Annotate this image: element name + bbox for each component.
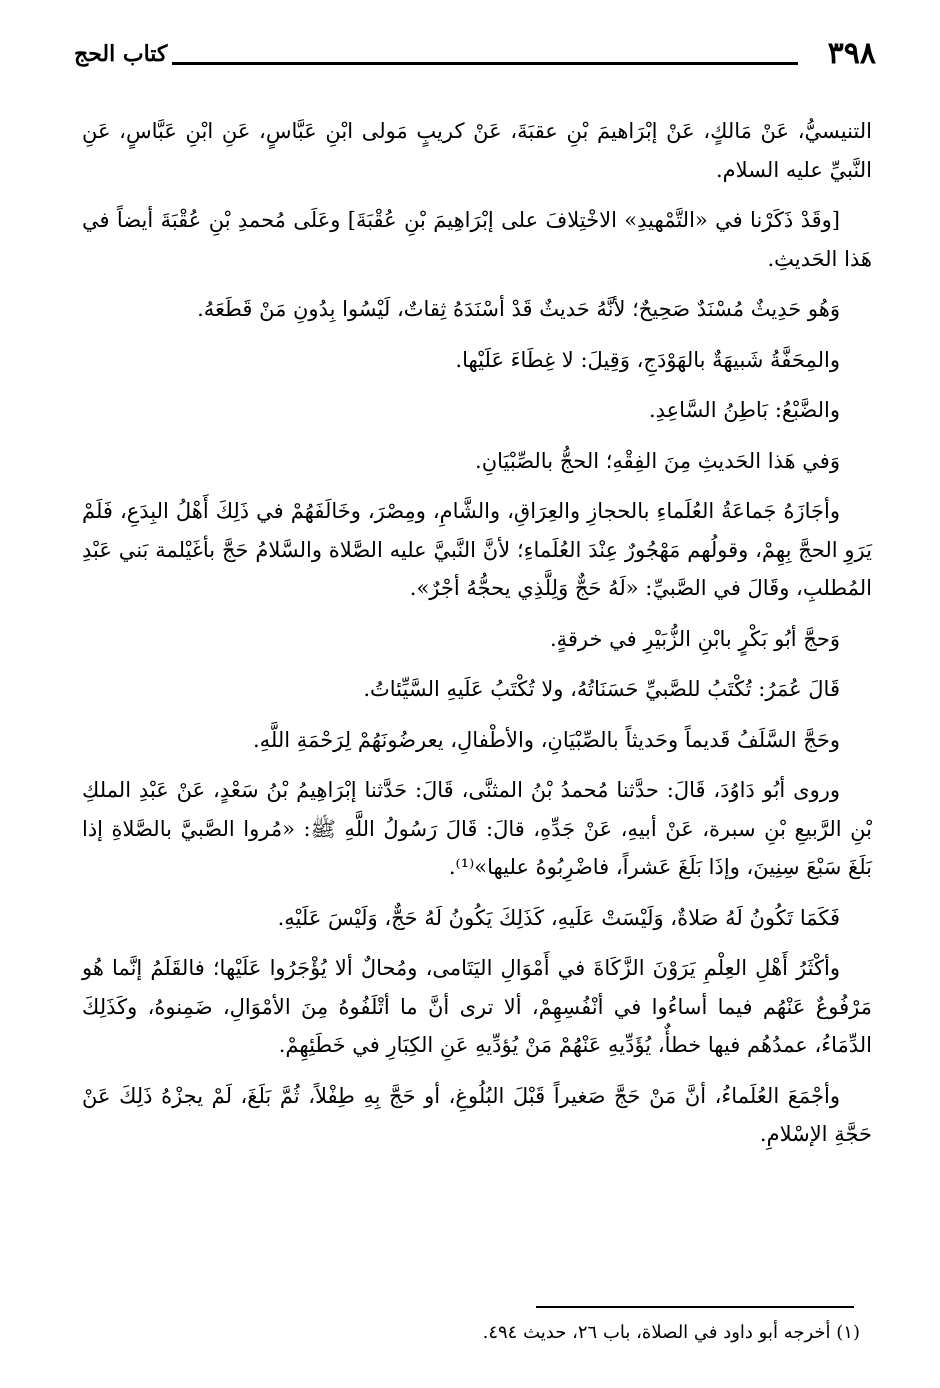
paragraph: والضَّبْعُ: بَاطِنُ السَّاعِدِ. [648,398,840,422]
footnote: (١) أخرجه أبو داود في الصلاة، باب ٢٦، حديث ٤٩٤. [482,1322,860,1343]
main-text [82,112,872,1166]
paragraph: قَالَ عُمَرُ: تُكْتَبُ للصَّبيِّ حَسَنَاتُهُ، ولا تُكْتَبُ عَلَيهِ السَّيِّئاتُ. [363,677,840,701]
page-number: ٣٩٨ [827,36,876,71]
paragraph: وَحجَّ أبُو بَكْرٍ بابْنِ الزُّبَيْرِ في خرقةٍ. [549,626,840,651]
paragraph: وأكْثَرُ أَهْلِ العِلْمِ يَرَوْنَ الزَّكَاةَ في أَمْوَالِ اليَتَامى، ومُحالٌ ألا يُؤْجَرُوا عَلَيْها؛ فالقَلَمُ إنَّما هُو مَرْفُوعٌ عَنْهُم فيما أساءُوا في أنْفُسِهِمْ، ألا ترى أنَّ ما أتْلَفُوهُ مِنَ الأمْوَالِ، ضَمِنوهُ، وكَذَلِكَ الدِّمَاءُ، عمدُهُم فيها خطأٌ، يُؤَدِّيهِ عَنْهُمْ مَنْ يُؤدِّيهِ عَنِ الكِبَارِ في خَطَئِهِمْ. [82,956,872,1057]
paragraph: وَفي هَذا الحَديثِ مِنَ الفِقْهِ؛ الحجُّ بالصِّبْيَانِ. [475,448,840,473]
paragraph: وَهُو حَدِيثٌ مُسْنَدٌ صَحِيحٌ؛ لأنَّهُ حَديثٌ قَدْ أسْنَدَهُ ثِقاتٌ، لَيْسُوا بِدُونِ مَنْ قَطَعَهُ. [197,297,840,321]
paragraph: [وقَدْ ذَكَرْنا في «التَّمْهيدِ» الاخْتِلافَ على إبْرَاهِيمَ بْنِ عُقْبَةَ] وعَلَى مُحمدِ بْنِ عُقْبَةَ أيضاً في هَذا الحَديثِ. [82,208,872,271]
page-header [74,34,876,74]
paragraph: وروى أبُو دَاوُدَ، قَالَ: حدَّثنا مُحمدُ بْنُ المثنَّى، قَالَ: حَدَّثنا إبْرَاهِيمُ بْنُ سَعْدٍ، عَنْ عَبْدِ الملكِ بْنِ الرَّبيعِ بْنِ سبرة، عَنْ أبيهِ، عَنْ جَدِّهِ، قالَ: قَالَ رَسُولُ اللَّهِ ﷺ: «مُروا الصَّبيَّ بالصَّلاةِ إذا بَلَغَ سَبْعَ سِنِينَ، وإذَا بَلَغَ عَشراً، فاضْرِبُوهُ عليها»⁽¹⁾. [82,778,872,879]
header-rule [172,62,798,65]
paragraph: والمِحَفَّةُ شَبيهَةٌ بالهَوْدَجِ، وَقِيلَ: لا غِطَاءَ عَلَيْها. [455,347,840,372]
paragraph: فَكَمَا تَكُونُ لَهُ صَلاةٌ، وَلَيْسَتْ عَلَيهِ، كَذَلِكَ يَكُونُ لَهُ حَجٌّ، وَلَيْسَ عَلَيْهِ. [277,905,840,930]
paragraph: وحَجَّ السَّلَفُ قَديماً وحَديثاً بالصِّبْيَانِ، والأطْفالِ، يعرضُونَهُمْ لِرَحْمَةِ اللَّهِ. [253,727,840,752]
paragraph: التنيسيُّ، عَنْ مَالكٍ، عَنْ إبْرَاهيمَ بْنِ عقبَةَ، عَنْ كريبٍ مَولى ابْنِ عَبَّاسٍ، عَنِ ابْنِ عَبَّاسٍ، عَنِ النَّبيِّ عليه السلام. [82,119,872,182]
paragraph: وأجَازَهُ جَماعَةُ العُلَماءِ بالحجازِ والعِرَاقِ، والشَّامِ، ومِصْرَ، وخَالَفَهُمْ في ذَلِكَ أَهْلُ البِدَعِ، فَلَمْ يَرَوِ الحجَّ بِهِمْ، وقولُهم مَهْجُورٌ عِنْدَ العُلَماءِ؛ لأنَّ النَّبيَّ عليه الصَّلاة والسَّلامُ حَجَّ بأغَيْلمة بَني عَبْدِ المُطلبِ، وقَالَ في الصَّبيِّ: «لَهُ حَجٌّ وَلِلَّذِي يحجُّهُ أجْرٌ». [82,499,872,600]
footnote-separator [536,1306,854,1308]
paragraph: وأجْمَعَ العُلَماءُ، أنَّ مَنْ حَجَّ صَغيراً قَبْلَ البُلُوغِ، أو حَجَّ بِهِ طِفْلاً، ثُمَّ بَلَغَ، لَمْ يجزْهُ ذَلِكَ عَنْ حَجَّةِ الإسْلامِ. [82,1083,872,1146]
book-title: كتاب الحج [74,41,168,67]
